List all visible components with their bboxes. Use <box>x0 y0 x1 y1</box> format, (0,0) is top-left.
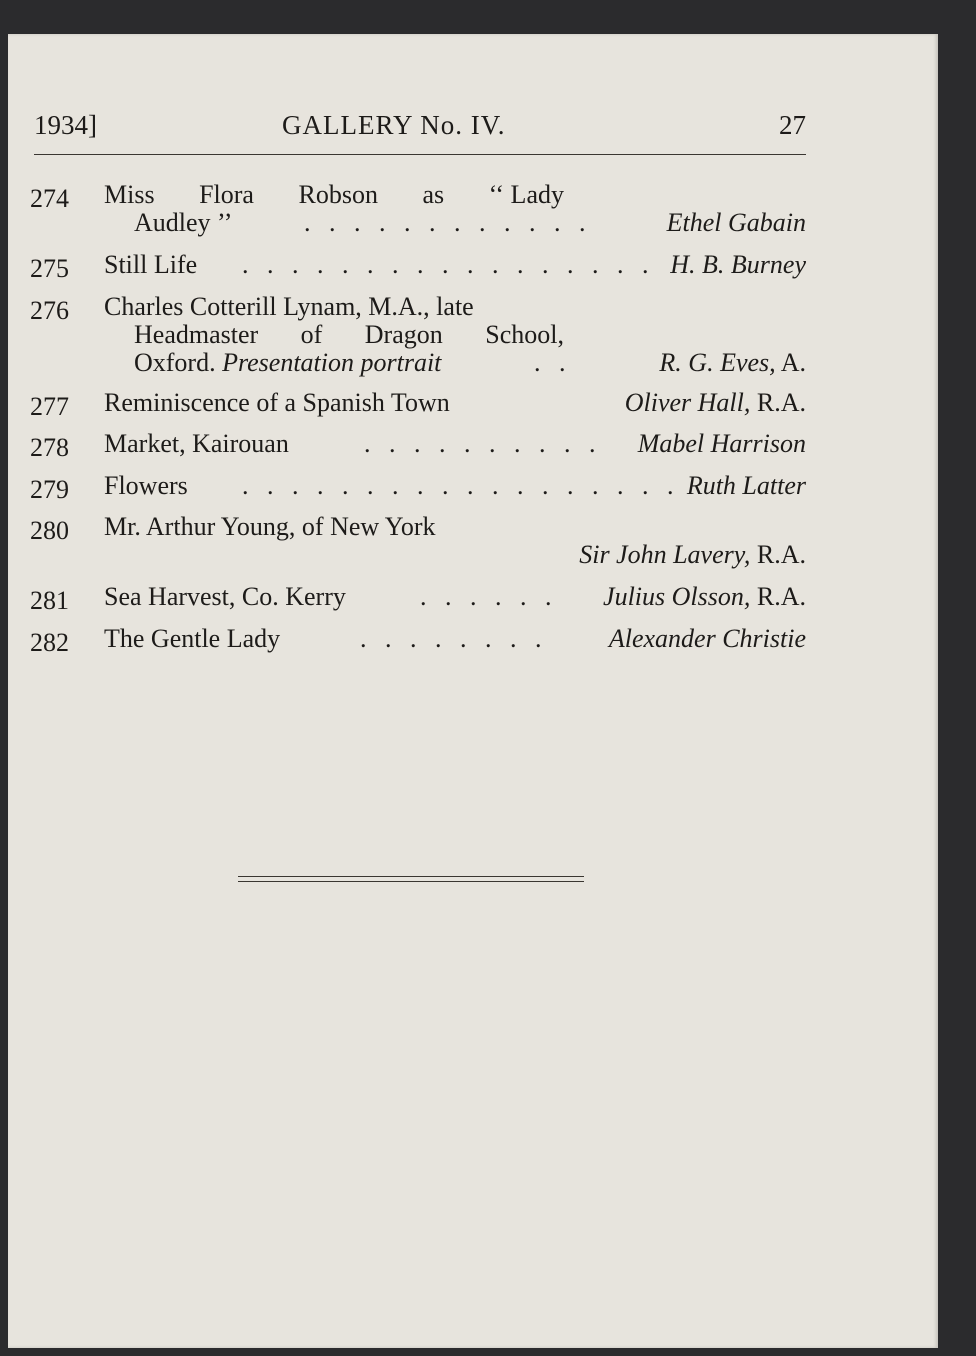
entry-title-line: Oxford. Presentation portrait <box>134 348 442 377</box>
entry-number: 280 <box>30 516 69 545</box>
entry-number: 274 <box>30 184 69 213</box>
artist-name: R. G. Eves, A. <box>659 348 806 377</box>
leader-dots: . . . . . . . . . . . . . . . . . <box>242 250 655 279</box>
leader-dots: . . . . . . . . . . . . . . . . . . <box>242 471 680 500</box>
entry-title: Sea Harvest, Co. Kerry <box>104 582 346 611</box>
leader-dots: . . . . . . . . <box>360 624 548 653</box>
artist-name: H. B. Burney <box>670 250 806 279</box>
leader-dots: . . <box>534 348 572 377</box>
artist-name: Ruth Latter <box>686 471 806 500</box>
entry-number: 281 <box>30 586 69 615</box>
entry-number: 282 <box>30 628 69 657</box>
entry-number: 278 <box>30 433 69 462</box>
artist-name: Alexander Christie <box>608 624 806 653</box>
catalogue-page <box>8 34 938 1348</box>
entry-title-line: Miss Flora Robson as ‘‘ Lady <box>104 180 564 209</box>
entry-title-line: Audley ’’ <box>134 208 233 237</box>
header-title: GALLERY No. IV. <box>282 110 506 140</box>
entry-title-line: Headmaster of Dragon School, <box>134 320 564 349</box>
artist-name: Julius Olsson, R.A. <box>603 582 806 611</box>
artist-name: Mabel Harrison <box>637 429 806 458</box>
leader-dots: . . . . . . . . . . <box>364 429 602 458</box>
entry-number: 277 <box>30 392 69 421</box>
artist-name: Ethel Gabain <box>666 208 806 237</box>
entry-title: Still Life <box>104 250 198 279</box>
entry-title: The Gentle Lady <box>104 624 281 653</box>
page-number: 27 <box>779 110 806 140</box>
leader-dots: . . . . . . . . . . . . <box>304 208 592 237</box>
entry-number: 279 <box>30 475 69 504</box>
entry-number: 275 <box>30 254 69 283</box>
header-rule <box>34 154 806 155</box>
artist-name: Sir John Lavery, R.A. <box>579 540 806 569</box>
entry-number: 276 <box>30 296 69 325</box>
artist-name: Oliver Hall, R.A. <box>624 388 806 417</box>
header-year: 1934] <box>34 110 97 140</box>
leader-dots: . . . . . . <box>420 582 558 611</box>
entry-title: Reminiscence of a Spanish Town <box>104 388 450 417</box>
entry-title-line: Charles Cotterill Lynam, M.A., late <box>104 292 474 321</box>
entry-title: Mr. Arthur Young, of New York <box>104 512 436 541</box>
entry-title: Flowers <box>104 471 188 500</box>
page-header <box>34 106 806 146</box>
entry-title: Market, Kairouan <box>104 429 289 458</box>
section-end-rule <box>238 876 584 886</box>
